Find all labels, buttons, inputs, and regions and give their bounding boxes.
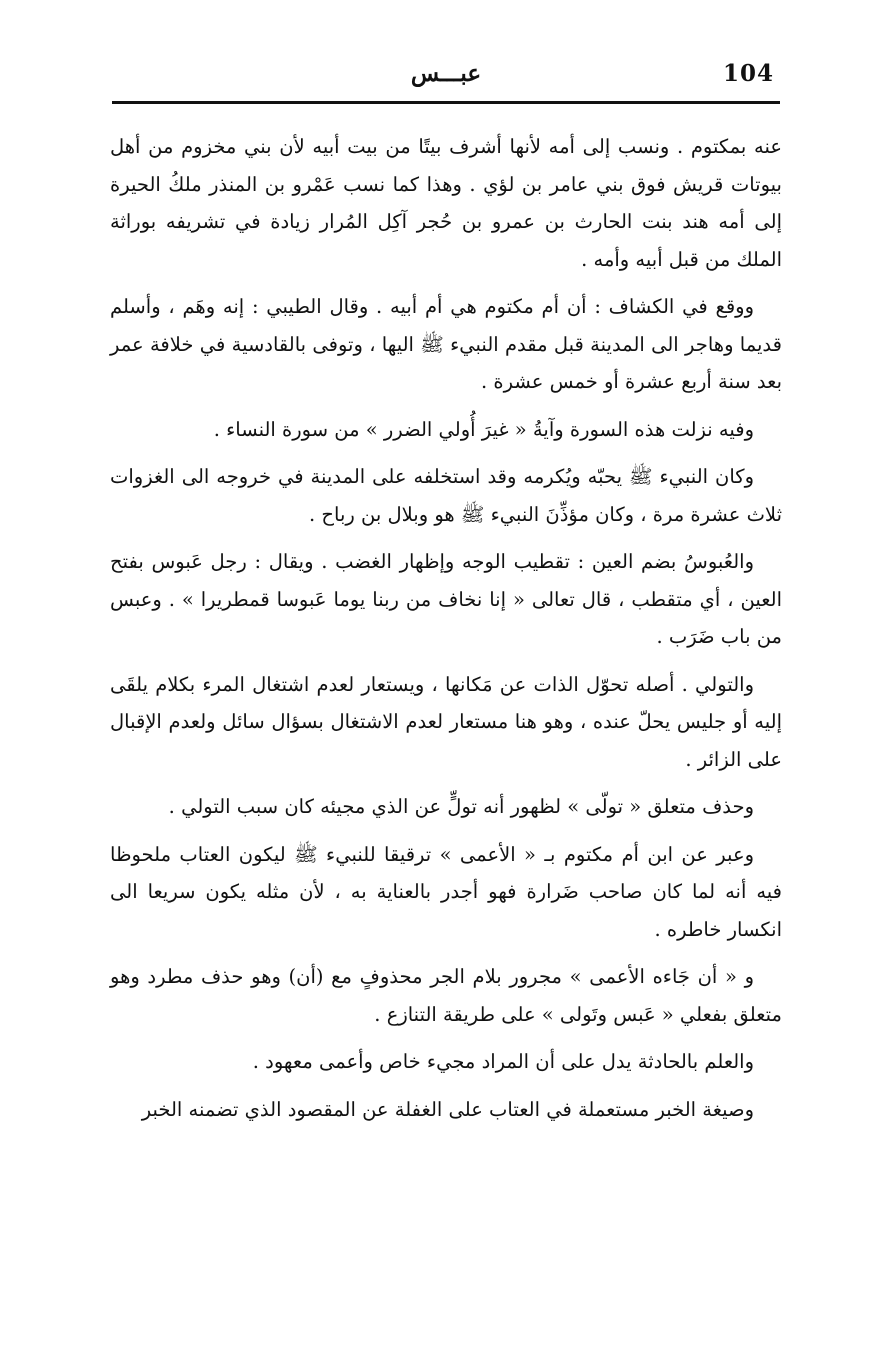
paragraph-5: والعُبوسُ بضم العين : تقطيب الوجه وإظهار الغضب . ويقال : رجل عَبوس بفتح العين ، أي متقطب ، قال تعالى « إنا نخاف من ربنا يوما عَبوسا قمطريرا » . وعبس من باب ضَرَب .	[110, 550, 782, 648]
paragraph-10: والعلم بالحادثة يدل على أن المراد مجيء خاص وأعمى معهود .	[252, 1050, 754, 1073]
running-title: عبـــس	[410, 60, 482, 87]
paragraph-2: ووقع في الكشاف : أن أم مكتوم هي أم أبيه . وقال الطيبي : إنه وهَم ، وأسلم قديما وهاجر الى المدينة قبل مقدم النبيء ﷺ اليها ، وتوفى بالقادسية في خلافة عمر بعد سنة أربع عشرة أو خمس عشرة .	[110, 295, 782, 393]
page-number: 104	[722, 60, 774, 87]
paragraph-8: وعبر عن ابن أم مكتوم بـ « الأعمى » ترقيقا للنبيء ﷺ ليكون العتاب ملحوظا فيه أنه لما كان صاحب ضَرارة فهو أجدر بالعناية به ، لأن مثله يكون سريعا الى انكسار خاطره .	[110, 842, 782, 941]
page-header	[112, 58, 780, 98]
body-text	[110, 128, 782, 1138]
paragraph-7: وحذف متعلق « تولّى » لظهور أنه تولٍّ عن الذي مجيئه كان سبب التولي .	[168, 795, 754, 818]
paragraph-3: وفيه نزلت هذه السورة وآيةُ « غيرَ أُولي الضرر » من سورة النساء .	[213, 417, 754, 441]
paragraph-1: عنه بمكتوم . ونسب إلى أمه لأنها أشرف بيتًا من بيت أبيه لأن بني مخزوم من أهل بيوتات قريش فوق بني عامر بن لؤي . وهذا كما نسب عَمْرو بن المنذر ملكُ الحيرة إلى أمه هند بنت الحارث بن عمرو بن حُجر آكِل المُرار زيادة في تشريفه بوراثة الملك من قبل أبيه وأمه .	[110, 135, 782, 271]
paragraph-4: وكان النبيء ﷺ يحبّه ويُكرمه وقد استخلفه على المدينة في خروجه الى الغزوات ثلاث عشرة مرة ، وكان مؤذِّنَ النبيء ﷺ هو وبلال بن رباح .	[110, 465, 782, 526]
header-rule	[112, 101, 780, 104]
paragraph-6: والتولي . أصله تحوّل الذات عن مَكانها ، ويستعار لعدم اشتغال المرء بكلام يلقَى إليه أو جليس يحلّ عنده ، وهو هنا مستعار لعدم الاشتغال بسؤال سائل ولعدم الإقبال على الزائر .	[110, 672, 782, 771]
paragraph-9: و « أن جَاءه الأعمى » مجرور بلام الجر محذوفٍ مع (أن) وهو حذف مطرد وهو متعلق بفعلي « عَبس وتَولى » على طريقة التنازع .	[110, 965, 782, 1026]
paragraph-11: وصيغة الخبر مستعملة في العتاب على الغفلة عن المقصود الذي تضمنه الخبر	[141, 1097, 754, 1121]
